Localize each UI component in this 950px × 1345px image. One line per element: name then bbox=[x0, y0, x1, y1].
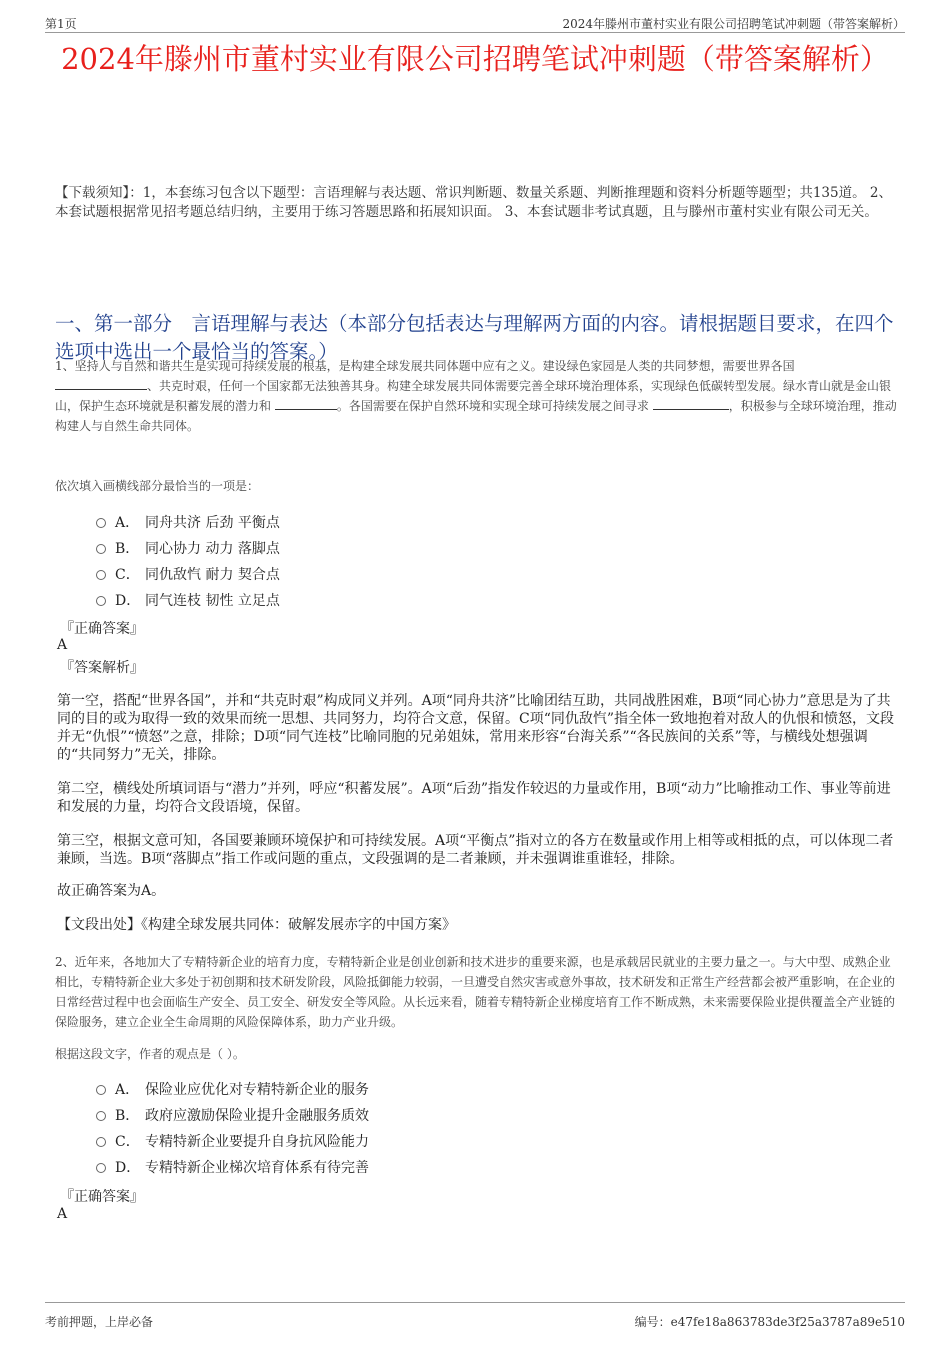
page-header bbox=[45, 12, 905, 33]
radio-icon[interactable] bbox=[96, 1137, 106, 1147]
section-heading: 一、第一部分 言语理解与表达（本部分包括表达与理解两方面的内容。请根据题目要求，在四个选项中选出一个最恰当的答案。） bbox=[55, 312, 894, 363]
radio-icon[interactable] bbox=[96, 518, 106, 528]
radio-icon[interactable] bbox=[96, 1085, 106, 1095]
radio-icon[interactable] bbox=[96, 570, 106, 580]
option-a[interactable]: A． 同舟共济 后劲 平衡点 bbox=[96, 510, 280, 536]
option-b[interactable]: B． 政府应激励保险业提升金融服务质效 bbox=[96, 1103, 369, 1129]
radio-icon[interactable] bbox=[96, 596, 106, 606]
analysis-paragraph-2: 第二空，横线处所填词语与“潜力”并列，呼应“积蓄发展”。A项“后劲”指发作较迟的力量或作用，B项“动力”比喻推动工作、事业等前进和发展的力量，均符合文段语境，保留。 bbox=[57, 781, 891, 815]
question-1-options bbox=[96, 510, 280, 614]
page-footer bbox=[45, 1302, 905, 1329]
analysis-paragraph-3: 第三空，根据文意可知，各国要兼顾环境保护和可持续发展。A项“平衡点”指对立的各方在数量或作用上相等或相抵的点，可以体现二者兼顾，当选。B项“落脚点”指工作或问题的重点，文段强调的是二者兼顾，并未强调谁重谁轻，排除。 bbox=[57, 833, 894, 867]
option-a[interactable]: A． 保险业应优化对专精特新企业的服务 bbox=[96, 1077, 369, 1103]
answer-label: 『正确答案』 bbox=[60, 1189, 144, 1205]
source-citation: 【文段出处】《构建全球发展共同体：破解发展赤字的中国方案》 bbox=[57, 917, 456, 933]
option-c[interactable]: C． 专精特新企业要提升自身抗风险能力 bbox=[96, 1129, 369, 1155]
answer-label: 『正确答案』 bbox=[60, 621, 144, 637]
answer-value: A bbox=[57, 1206, 68, 1222]
answer-value: A bbox=[57, 637, 68, 653]
question-1-prompt: 依次填入画横线部分最恰当的一项是： bbox=[55, 479, 260, 493]
footer-code: 编号：e47fe18a863783de3f25a3787a89e510 bbox=[634, 1315, 905, 1329]
radio-icon[interactable] bbox=[96, 544, 106, 554]
radio-icon[interactable] bbox=[96, 1111, 106, 1121]
download-notice: 【下载须知】：1，本套练习包含以下题型：言语理解与表达题、常识判断题、数量关系题、判断推理题和资料分析题等题型；共135道。 2、本套试题根据常见招考题总结归纳，主要用于练习答题思路和拓展知识面。 3、本套试题非考试真题，且与滕州市董村实业有限公司无关。 bbox=[55, 185, 892, 220]
question-2-options bbox=[96, 1077, 369, 1181]
analysis-conclusion: 故正确答案为A。 bbox=[57, 883, 166, 899]
analysis-paragraph-1: 第一空，搭配“世界各国”，并和“共克时艰”构成同义并列。A项“同舟共济”比喻团结互助，共同战胜困难，B项“同心协力”意思是为了共同的目的或为取得一致的效果而统一思想、共同努力，均符合文意，保留。C项“同仇敌忾”指全体一致地抱着对敌人的仇恨和愤怒，文段并无“仇恨”“愤怒”之意，排除；D项“同气连枝”比喻同胞的兄弟姐妹，常用来形容“台海关系”“各民族间的关系”等，与横线处想强调的“共同努力”无关，排除。 bbox=[57, 693, 895, 763]
radio-icon[interactable] bbox=[96, 1163, 106, 1173]
fill-blank bbox=[653, 397, 729, 410]
header-doc-title: 2024年滕州市董村实业有限公司招聘笔试冲刺题（带答案解析） bbox=[562, 17, 905, 31]
question-2-prompt: 根据这段文字，作者的观点是（ ）。 bbox=[55, 1047, 245, 1061]
question-2-stem: 2、近年来，各地加大了专精特新企业的培育力度，专精特新企业是创业创新和技术进步的重要来源，也是承载居民就业的主要力量之一。与大中型、成熟企业相比，专精特新企业大多处于初创期和技术研发阶段，风险抵御能力较弱，一旦遭受自然灾害或意外事故，技术研发和正常生产经营都会被严重影响，在企业的日常经营过程中也会面临生产安全、员工安全、研发安全等风险。从长远来看，随着专精特新企业梯度培育工作不断成熟，未来需要保险业提供覆盖全产业链的保险服务，建立企业全生命周期的风险保障体系，助力产业升级。 bbox=[55, 955, 896, 1029]
fill-blank bbox=[275, 397, 337, 410]
fill-blank bbox=[55, 377, 147, 390]
option-b[interactable]: B． 同心协力 动力 落脚点 bbox=[96, 536, 280, 562]
page-number: 第1页 bbox=[45, 17, 77, 31]
option-d[interactable]: D． 专精特新企业梯次培育体系有待完善 bbox=[96, 1155, 369, 1181]
footer-slogan: 考前押题，上岸必备 bbox=[45, 1315, 154, 1329]
analysis-label: 『答案解析』 bbox=[60, 660, 144, 676]
option-d[interactable]: D． 同气连枝 韧性 立足点 bbox=[96, 588, 280, 614]
option-c[interactable]: C． 同仇敌忾 耐力 契合点 bbox=[96, 562, 280, 588]
question-1-stem: 1、坚持人与自然和谐共生是实现可持续发展的根基，是构建全球发展共同体题中应有之义。建设绿色家园是人类的共同梦想，需要世界各国 、共克时艰，任何一个国家都无法独善其身。构建全球发展共同体需要完善全球环境治理体系，实现绿色低碳转型发展。绿水青山就是金山银山，保护生态环境就是积蓄发展的潜力和 。各国需要在保护自然环境和实现全球可持续发展之间寻求 ，积极参与全球环境治理，推动构建人与自然生命共同体。 bbox=[55, 359, 897, 433]
document-title: 2024年滕州市董村实业有限公司招聘笔试冲刺题（带答案解析） bbox=[61, 42, 889, 76]
